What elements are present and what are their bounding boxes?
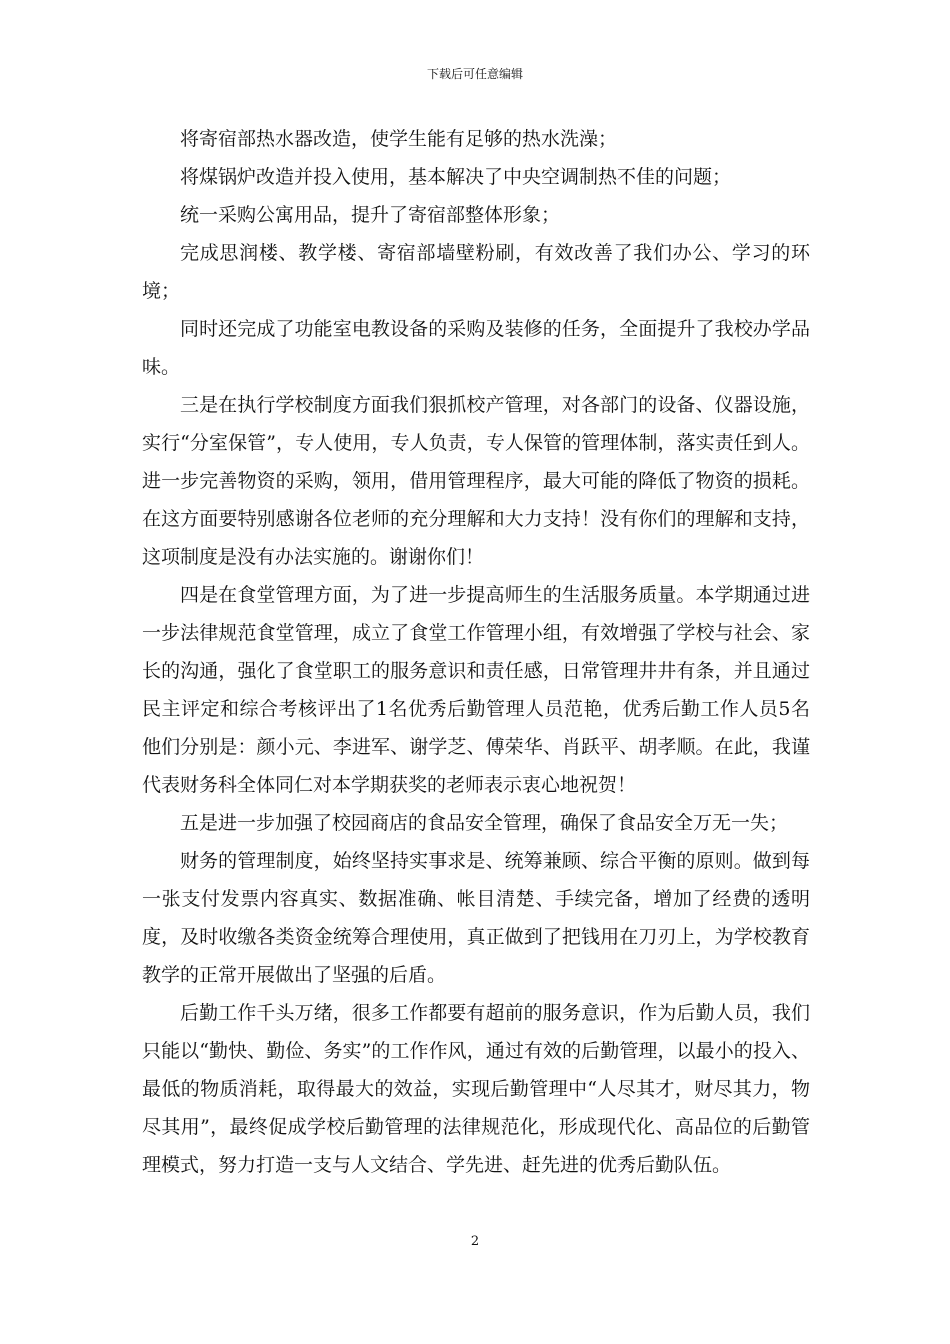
paragraph-5: 同时还完成了功能室电教设备的采购及装修的任务，全面提升了我校办学品味。 [142, 318, 810, 378]
document-body [142, 120, 810, 1184]
paragraph-3: 统一采购公寓用品，提升了寄宿部整体形象； [180, 204, 561, 226]
paragraph-6: 三是在执行学校制度方面我们狠抓校产管理，对各部门的设备、仪器设施，实行“分室保管”，专人使用，专人负责，专人保管的管理体制，落实责任到人。进一步完善物资的采购，领用，借用管理程序，最大可能的降低了物资的损耗。在这方面要特别感谢各位老师的充分理解和大力支持！没有你们的理解和支持，这项制度是没有办法实施的。谢谢你们！ [142, 394, 810, 568]
paragraph-2: 将煤锅炉改造并投入使用，基本解决了中央空调制热不佳的问题； [180, 166, 732, 188]
paragraph-7: 四是在食堂管理方面，为了进一步提高师生的生活服务质量。本学期通过进一步法律规范食堂管理，成立了食堂工作管理小组，有效增强了学校与社会、家长的沟通，强化了食堂职工的服务意识和责任感，日常管理井井有条，并且通过民主评定和综合考核评出了1名优秀后勤管理人员范艳，优秀后勤工作人员5名他们分别是：颜小元、李进军、谢学芝、傅荣华、肖跃平、胡孝顺。在此，我谨代表财务科全体同仁对本学期获奖的老师表示衷心地祝贺！ [142, 584, 810, 796]
paragraph-8: 五是进一步加强了校园商店的食品安全管理，确保了食品安全万无一失； [180, 812, 789, 834]
page-header: 下载后可任意编辑 [426, 67, 523, 81]
paragraph-10: 后勤工作千头万绪，很多工作都要有超前的服务意识，作为后勤人员，我们只能以“勤快、勤俭、务实”的工作作风，通过有效的后勤管理，以最小的投入、最低的物质消耗，取得最大的效益，实现后勤管理中“人尽其才，财尽其力，物尽其用”，最终促成学校后勤管理的法律规范化，形成现代化、高品位的后勤管理模式，努力打造一支与人文结合、学先进、赶先进的优秀后勤队伍。 [142, 1002, 810, 1176]
page-number: 2 [470, 1234, 480, 1249]
paragraph-9: 财务的管理制度，始终坚持实事求是、统筹兼顾、综合平衡的原则。做到每一张支付发票内容真实、数据准确、帐目清楚、手续完备，增加了经费的透明度，及时收缴各类资金统筹合理使用，真正做到了把钱用在刀刃上，为学校教育教学的正常开展做出了坚强的后盾。 [142, 850, 810, 986]
paragraph-4: 完成思润楼、教学楼、寄宿部墙壁粉刷，有效改善了我们办公、学习的环境； [142, 242, 810, 302]
paragraph-1: 将寄宿部热水器改造，使学生能有足够的热水洗澡； [180, 128, 618, 150]
